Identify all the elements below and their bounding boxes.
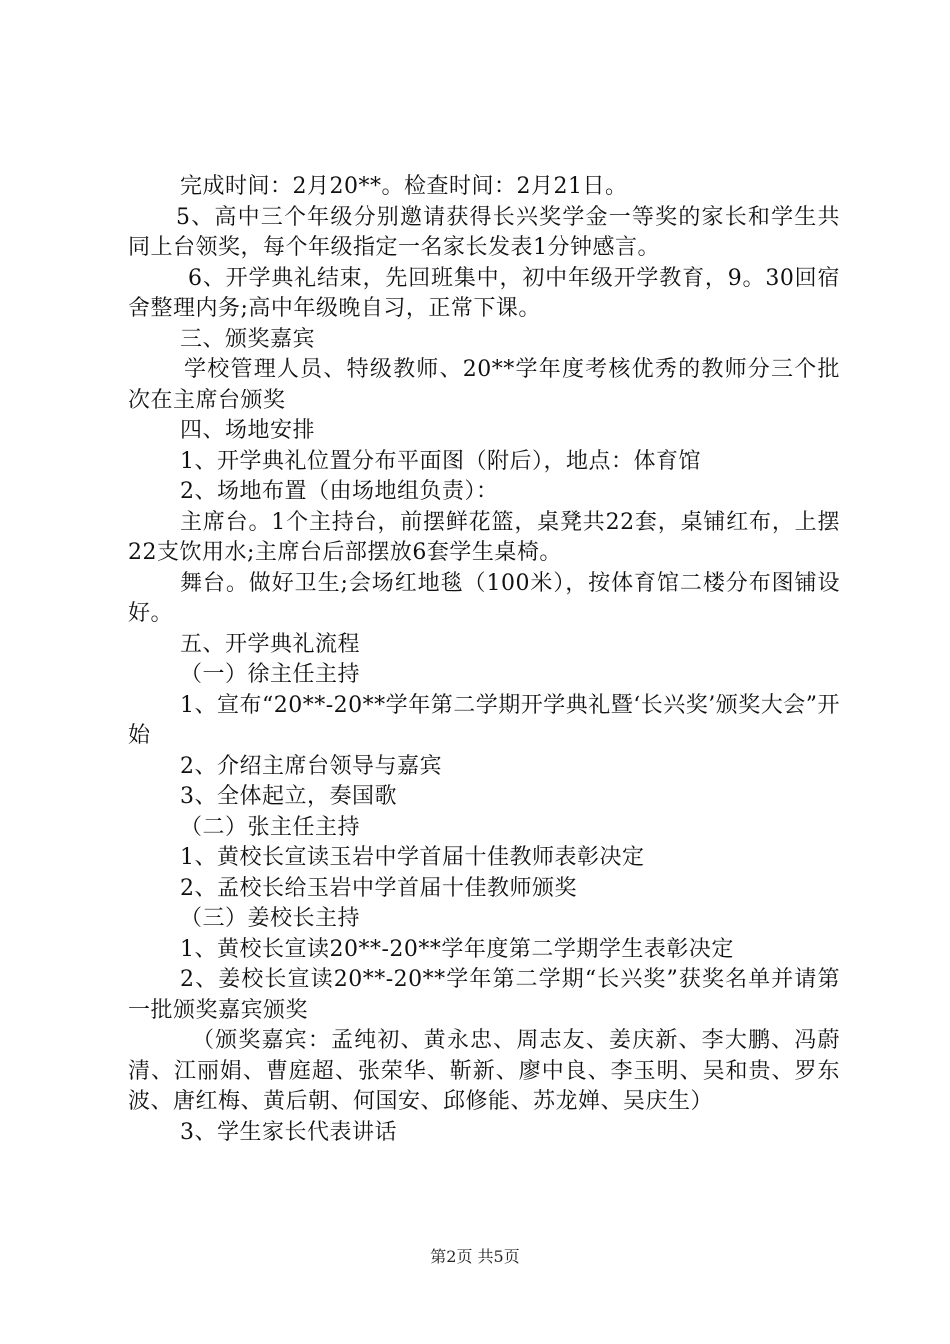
- paragraph: 5、高中三个年级分别邀请获得长兴奖学金一等奖的家长和学生共同上台领奖，每个年级指定一名家长发表1分钟感言。: [128, 204, 840, 260]
- paragraph: （三）姜校长主持: [180, 906, 361, 931]
- paragraph: 学校管理人员、特级教师、20**学年度考核优秀的教师分三个批次在主席台颁奖: [128, 357, 840, 413]
- paragraph: 1、开学典礼位置分布平面图（附后），地点：体育馆: [180, 448, 701, 474]
- paragraph: 6、开学典礼结束，先回班集中，初中年级开学教育，9。30回宿舍整理内务;高中年级晚自习，正常下课。: [128, 265, 840, 321]
- paragraph: 1、宣布“20**-20**学年第二学期开学典礼暨‘长兴奖’颁奖大会”开始: [128, 692, 840, 748]
- paragraph: 1、黄校长宣读玉岩中学首届十佳教师表彰决定: [180, 845, 645, 870]
- document-body: [128, 172, 840, 1148]
- paragraph: （颁奖嘉宾：孟纯初、黄永忠、周志友、姜庆新、李大鹏、冯蔚清、江丽娟、曹庭超、张荣华、靳新、廖中良、李玉明、吴和贵、罗东波、唐红梅、黄后朝、何国安、邱修能、苏龙婵、吴庆生）: [128, 1028, 840, 1114]
- paragraph: 2、姜校长宣读20**-20**学年第二学期“长兴奖”获奖名单并请第一批颁奖嘉宾颁奖: [128, 967, 840, 1023]
- paragraph: 2、场地布置（由场地组负责）：: [180, 479, 499, 504]
- paragraph: 主席台。1个主持台，前摆鲜花篮，桌凳共22套，桌铺红布，上摆22支饮用水;主席台后部摆放6套学生桌椅。: [128, 509, 840, 565]
- paragraph: 舞台。做好卫生;会场红地毯（100米），按体育馆二楼分布图铺设好。: [128, 570, 840, 626]
- paragraph: 1、黄校长宣读20**-20**学年度第二学期学生表彰决定: [180, 936, 734, 962]
- paragraph: 四、场地安排: [180, 418, 316, 443]
- paragraph: 完成时间：2月20**。检查时间：2月21日。: [180, 174, 628, 199]
- paragraph: 3、全体起立，奏国歌: [180, 784, 397, 809]
- paragraph: 2、孟校长给玉岩中学首届十佳教师颁奖: [180, 875, 577, 901]
- paragraph: （一）徐主任主持: [180, 662, 361, 687]
- page-footer: 第2页 共5页: [430, 1247, 520, 1266]
- paragraph: 五、开学典礼流程: [180, 631, 361, 657]
- paragraph: 2、介绍主席台领导与嘉宾: [180, 753, 442, 779]
- paragraph: （二）张主任主持: [180, 814, 361, 840]
- paragraph: 三、颁奖嘉宾: [180, 326, 316, 352]
- paragraph: 3、学生家长代表讲话: [180, 1119, 397, 1145]
